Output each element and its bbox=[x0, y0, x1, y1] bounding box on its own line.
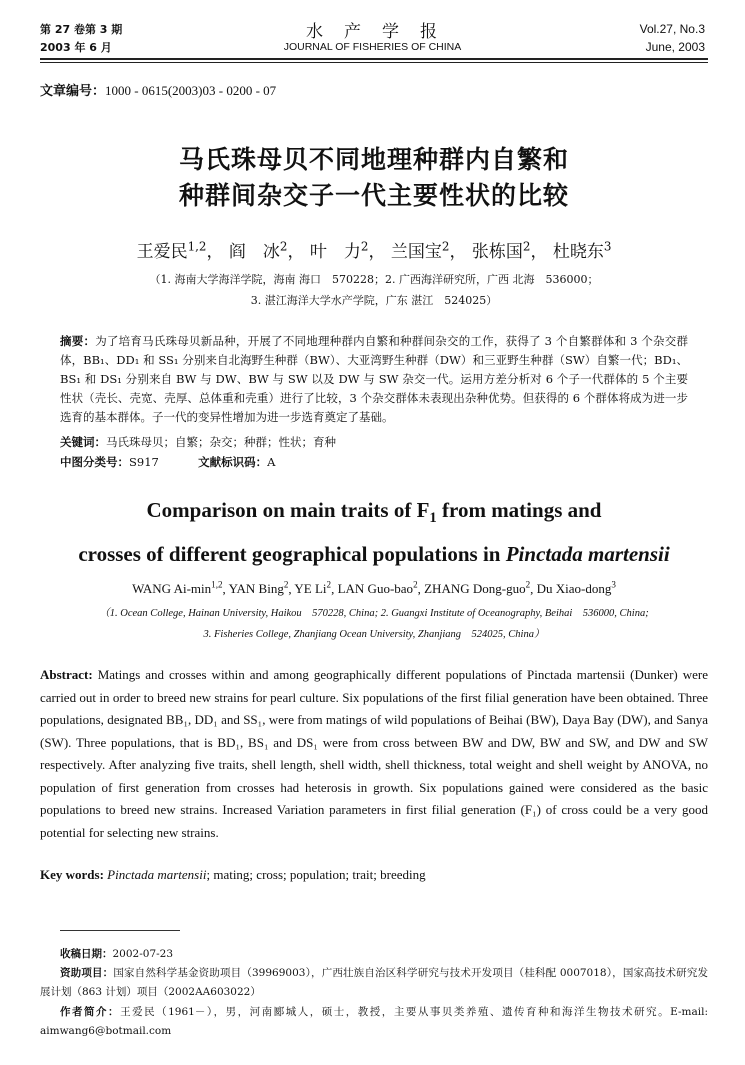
abstract-cn bbox=[60, 332, 688, 427]
received-label: 收稿日期： bbox=[60, 948, 113, 960]
article-number bbox=[40, 80, 276, 99]
title-cn bbox=[40, 142, 708, 214]
funding-label: 资助项目： bbox=[60, 967, 114, 979]
author-en: YE Li$^2$ bbox=[294, 580, 332, 597]
author-en: YAN Bing$^2$ bbox=[228, 580, 289, 597]
abstract-en-text: Matings and crosses within and among geographically different populations of Pinctada martensii (Dunker) were carried out in order to breed new strains for pearl culture. Six populations of the first filial generation have been obtained. Three populations, designated BB₁, DD₁ and SS₁, were from matings of wild populations of Beihai (BW), Daya Bay (DW), and Sanya (SW). Three populations, that is BD₁, BS₁ and DS₁ were from cross between BW and DW, BW and SW, and DW and SW respectively. After analyzing five traits, shell length, shell width, shell thickness, total weight and shell weight by ANOVA, no population of first generation from crosses had heterosis in growth. Six populations gained were considered as the basic populations to breed new strains. Increased Variation parameters in first filial generation (F₁) of cross could be a very good potential for selecting new strains. bbox=[40, 667, 708, 840]
header-rule bbox=[40, 58, 708, 60]
document-code-label: 文献标识码： bbox=[198, 455, 268, 469]
author-en: ZHANG Dong-guo$^2$ bbox=[424, 580, 531, 597]
class-number-value: S917 bbox=[129, 455, 159, 469]
affiliation-en-line2: 3. Fisheries College, Zhanjiang Ocean University, Zhanjiang 524025, China） bbox=[203, 629, 545, 640]
authors-en: WANG $Ai-\min^{1,2}$, YAN Bing$^2$, YE Li$^2$, LAN Guo-bao$^2$, ZHANG Dong-guo$^2$, Du Xiao-dong$^3$ bbox=[132, 580, 616, 597]
keywords-en bbox=[40, 865, 708, 885]
header-rule-thin bbox=[40, 62, 708, 63]
affiliation-cn-line1: （1. 海南大学海洋学院，海南 海口 570228；2. 广西海洋研究所，广西 北海 536000； bbox=[149, 273, 599, 286]
title-cn-line1: 马氏珠母贝不同地理种群内自繁和 bbox=[178, 145, 569, 174]
keywords-cn-text: 马氏珠母贝；自繁；杂交；种群；性状；育种 bbox=[106, 435, 336, 449]
author-en: LAN Guo-bao$^2$ bbox=[337, 580, 418, 597]
article-number-value: 1000 - 0615(2003)03 - 0200 - 07 bbox=[105, 83, 277, 98]
affiliations-cn bbox=[40, 269, 708, 311]
keywords-cn-label: 关键词： bbox=[60, 435, 106, 449]
footnote-author bbox=[40, 1003, 708, 1041]
keywords-en-rest: ; mating; cross; population; trait; breeding bbox=[206, 867, 426, 882]
abstract-cn-label: 摘要： bbox=[60, 334, 96, 348]
date-cn: 2003 年 6 月 bbox=[40, 41, 112, 54]
classification bbox=[60, 453, 688, 471]
keywords-cn bbox=[60, 433, 688, 451]
title-en-line2: crosses of different geographical populations in Pinctada martensii bbox=[78, 542, 670, 567]
keywords-en-label: Key words: bbox=[40, 867, 104, 882]
volume-issue-cn: 第 27 卷第 3 期 bbox=[40, 23, 123, 36]
author-en: WANG $Ai-\min^{1,2}$ bbox=[132, 580, 223, 597]
author-cn: 张栋国$^2$ bbox=[471, 239, 531, 262]
abstract-cn-text: 为了培育马氏珠母贝新品种，开展了不同地理种群内自繁和种群间杂交的工作，获得了 3 个自繁群体和 3 个杂交群体，BB₁、DD₁ 和 SS₁ 分别来自北海野生种群（BW）、大亚湾野生种群（DW）和三亚野生种群（SW）自繁一代；BD₁、BS₁ 和 DS₁ 分别来自 BW 与 DW、BW 与 SW 以及 DW 与 SW 杂交一代。运用方差分析对 6 个子一代群体的 5 个主要性状（壳长、壳宽、壳厚、总体重和壳重）进行了比较，3 个杂交群体未表现出杂种优势。但获得的 6 个群体将成为进一步选育的基本群体。子一代的变异性增加为进一步选育奠定了基础。 bbox=[60, 334, 689, 424]
authors-cn: 王爱民$^{1,2}$， 阎 冰$^2$， 叶 力$^2$， 兰国宝$^2$， 张栋国$^2$， 杜晓东$^3$ bbox=[136, 239, 612, 262]
affiliation-en-line1: （1. Ocean College, Hainan University, Haikou 570228, China; 2. Guangxi Institute of Oceanography, Beihai 536000, China; bbox=[99, 608, 649, 619]
author-cn: 叶 力$^2$ bbox=[309, 239, 369, 262]
class-number-label: 中图分类号： bbox=[60, 455, 129, 469]
title-cn-line2: 种群间杂交子一代主要性状的比较 bbox=[178, 181, 569, 210]
funding-text: 国家自然科学基金资助项目（39969003），广西壮族自治区科学研究与技术开发项目（桂科配 0007018），国家高技术研究发展计划（863 计划）项目（2002AA603022） bbox=[40, 967, 709, 998]
received-date: 2002-07-23 bbox=[112, 948, 174, 960]
journal-title-en: JOURNAL OF FISHERIES OF CHINA bbox=[283, 41, 462, 53]
footnote-rule bbox=[60, 930, 180, 931]
author-en: Du Xiao-dong$^3$ bbox=[536, 580, 616, 597]
author-bio-text: 王爱民（1961－），男，河南郾城人，硕士，教授，主要从事贝类养殖、遗传育种和海洋生物技术研究。E-mail: aimwang6@botmail.com bbox=[40, 1006, 709, 1037]
author-bio-label: 作者简介： bbox=[60, 1006, 121, 1018]
author-cn: 杜晓东$^3$ bbox=[552, 239, 612, 262]
affiliations-en bbox=[40, 603, 708, 645]
abstract-en-label: Abstract: bbox=[40, 667, 93, 682]
date-en: June, 2003 bbox=[645, 40, 705, 54]
volume-issue-en: Vol.27, No.3 bbox=[639, 22, 705, 36]
footnote-received bbox=[60, 945, 708, 964]
title-en bbox=[40, 492, 708, 572]
keywords-en-species: Pinctada martensii bbox=[107, 867, 207, 882]
document-code-value: A bbox=[267, 455, 276, 469]
author-cn: 阎 冰$^2$ bbox=[228, 239, 288, 262]
author-cn: 兰国宝$^2$ bbox=[390, 239, 450, 262]
affiliation-cn-line2: 3. 湛江海洋大学水产学院，广东 湛江 524025） bbox=[250, 294, 498, 307]
journal-title-cn: 水 产 学 报 bbox=[306, 22, 439, 42]
article-number-label: 文章编号： bbox=[40, 84, 106, 99]
author-cn: 王爱民$^{1,2}$ bbox=[136, 239, 207, 262]
footnote-funding bbox=[40, 964, 708, 1002]
abstract-en bbox=[40, 664, 708, 844]
title-en-line1: Comparison on main traits of $F_1$ from matings and bbox=[146, 498, 602, 527]
